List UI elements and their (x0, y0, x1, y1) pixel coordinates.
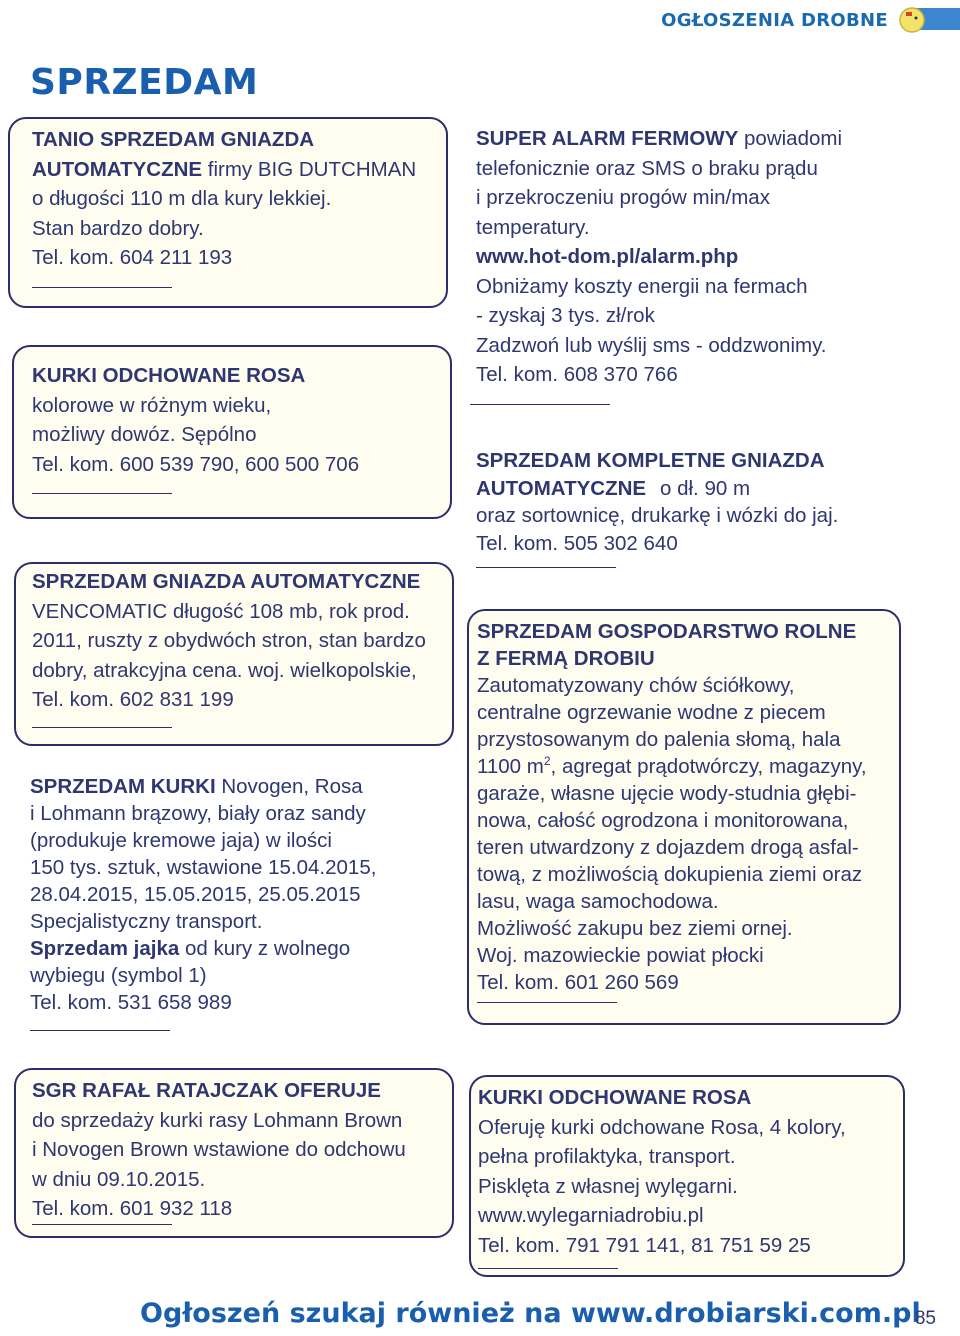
separator (470, 404, 610, 405)
ad-text: VENCOMATIC długość 108 mb, rok prod. (32, 599, 410, 623)
page-number: 85 (914, 1308, 936, 1329)
ad-text: Novogen, Rosa (215, 775, 363, 798)
ad-sprzedam-kurki (30, 773, 450, 1031)
ad-text: lasu, waga samochodowa. (477, 890, 719, 913)
ad-heading: KURKI ODCHOWANE ROSA (32, 364, 306, 387)
ad-text: teren utwardzony z dojazdem drogą asfal- (477, 836, 859, 859)
ad-text: oraz sortownicę, drukarkę i wózki do jaj. (476, 504, 839, 527)
ad-kurki-rosa (12, 345, 452, 519)
ad-text: telefonicznie oraz SMS o braku prądu (476, 156, 818, 180)
ad-heading: TANIO SPRZEDAM GNIAZDA AUTOMATYCZNE (32, 128, 314, 181)
separator (30, 1030, 170, 1031)
separator (477, 1002, 617, 1003)
ad-phone: Tel. kom. 601 260 569 (477, 971, 679, 994)
ad-text: dobry, atrakcyjna cena. woj. wielkopolskie, (32, 658, 417, 682)
footer-promo: Ogłoszeń szukaj również na www.drobiarski.com.pl (140, 1298, 921, 1329)
ad-text: Zadzwoń lub wyślij sms - oddzwonimy. (476, 333, 827, 357)
ad-phone: Tel. kom. 602 831 199 (32, 688, 234, 711)
ad-heading: SGR RAFAŁ RATAJCZAK OFERUJE (32, 1079, 381, 1102)
ad-text: , agregat prądotwórczy, magazyny, (550, 755, 867, 778)
ad-tanio-gniazda (8, 117, 448, 308)
ad-text: o dł. 90 m (660, 476, 751, 500)
separator (32, 727, 172, 728)
ad-phone: Tel. kom. 531 658 989 (30, 991, 232, 1014)
separator (478, 1268, 618, 1269)
ad-text: firmy BIG DUTCHMAN (202, 157, 417, 181)
section-title: SPRZEDAM (30, 62, 259, 103)
ad-text: - zyskaj 3 tys. zł/rok (476, 304, 655, 327)
ad-sgr-ratajczak (14, 1068, 454, 1238)
ad-heading: SPRZEDAM KOMPLETNE GNIAZDA AUTOMATYCZNE (476, 449, 824, 500)
ad-text: przystosowanym do palenia słomą, hala (477, 728, 841, 751)
ad-text: kolorowe w różnym wieku, (32, 393, 272, 417)
ad-vencomatic (14, 562, 454, 746)
ad-text: 1100 m (477, 755, 544, 778)
ad-text: powiadomi (738, 127, 843, 150)
ad-text: Zautomatyzowany chów ściółkowy, (477, 674, 795, 697)
ad-text: (produkuje kremowe jaja) w ilości (30, 829, 332, 852)
ad-phone: Tel. kom. 600 539 790, 600 500 706 (32, 452, 360, 476)
superscript: 2 (543, 754, 551, 769)
ad-heading: SPRZEDAM KURKI (30, 775, 216, 798)
ad-text: możliwy dowóz. Sępólno (32, 423, 257, 446)
header-label: OGŁOSZENIA DROBNE (661, 10, 888, 31)
ad-heading: Sprzedam jajka (30, 937, 180, 960)
ad-kurki-rosa-wylegarnia (469, 1075, 905, 1277)
separator (476, 567, 616, 568)
ad-text: Specjalistyczny transport. (30, 910, 263, 933)
ad-text: temperatury. (476, 215, 590, 239)
ad-text: i przekroczeniu progów min/max (476, 186, 770, 209)
ad-phone: Tel. kom. 601 932 118 (32, 1197, 233, 1220)
ad-text: o długości 110 m dla kury lekkiej. (32, 187, 332, 210)
ad-text: centralne ogrzewanie wodne z piecem (477, 701, 826, 724)
ad-heading: KURKI ODCHOWANE ROSA (478, 1086, 752, 1109)
ad-text: Możliwość zakupu bez ziemi ornej. (477, 917, 793, 940)
ad-text: od kury z wolnego (179, 937, 351, 960)
ad-super-alarm (476, 124, 936, 405)
ad-heading: SPRZEDAM GOSPODARSTWO ROLNE (477, 620, 857, 643)
ad-phone: Tel. kom. 604 211 193 (32, 246, 233, 269)
ad-text: pełna profilaktyka, transport. (478, 1145, 736, 1168)
ad-heading: Z FERMĄ DROBIU (477, 647, 655, 670)
ad-url: www.hot-dom.pl/alarm.php (476, 245, 739, 268)
ad-text: tową, z możliwością dokupienia ziemi oraz (477, 863, 863, 886)
ad-phone: Tel. kom. 608 370 766 (476, 363, 678, 386)
ad-text: Pisklęta z własnej wylęgarni. (478, 1174, 738, 1198)
ad-gospodarstwo (467, 609, 901, 1025)
ad-heading: SPRZEDAM GNIAZDA AUTOMATYCZNE (32, 570, 421, 593)
ad-text: Stan bardzo dobry. (32, 216, 204, 240)
ad-text: Woj. mazowieckie powiat płocki (477, 944, 764, 967)
ad-text: 150 tys. sztuk, wstawione 15.04.2015, (30, 856, 377, 879)
separator (32, 1224, 172, 1225)
ad-text: do sprzedaży kurki rasy Lohmann Brown (32, 1108, 403, 1132)
ad-heading: SUPER ALARM FERMOWY (476, 127, 739, 150)
ad-text: wybiegu (symbol 1) (30, 964, 207, 987)
ad-text: Obniżamy koszty energii na fermach (476, 274, 808, 298)
ad-text: 28.04.2015, 15.05.2015, 25.05.2015 (30, 883, 361, 906)
ad-text: w dniu 09.10.2015. (32, 1167, 206, 1191)
ad-url: www.wylegarniadrobiu.pl (478, 1204, 704, 1227)
ad-text: nowa, całość ogrodzona i monitorowana, (477, 809, 849, 832)
ad-text: Oferuję kurki odchowane Rosa, 4 kolory, (478, 1115, 846, 1139)
ad-text: 2011, ruszty z obydwóch stron, stan bardzo (32, 629, 426, 652)
ad-phone: Tel. kom. 505 302 640 (476, 531, 678, 555)
ad-text: i Lohmann brązowy, biały oraz sandy (30, 802, 366, 825)
ad-text: i Novogen Brown wstawione do odchowu (32, 1138, 406, 1161)
page-header (0, 0, 960, 40)
separator (32, 287, 172, 288)
ad-phone: Tel. kom. 791 791 141, 81 751 59 25 (478, 1233, 811, 1257)
ad-text: garaże, własne ujęcie wody-studnia głębi- (477, 782, 857, 805)
separator (32, 493, 172, 494)
hen-logo-icon (892, 6, 960, 36)
ad-kompletne-gniazda (476, 447, 936, 568)
